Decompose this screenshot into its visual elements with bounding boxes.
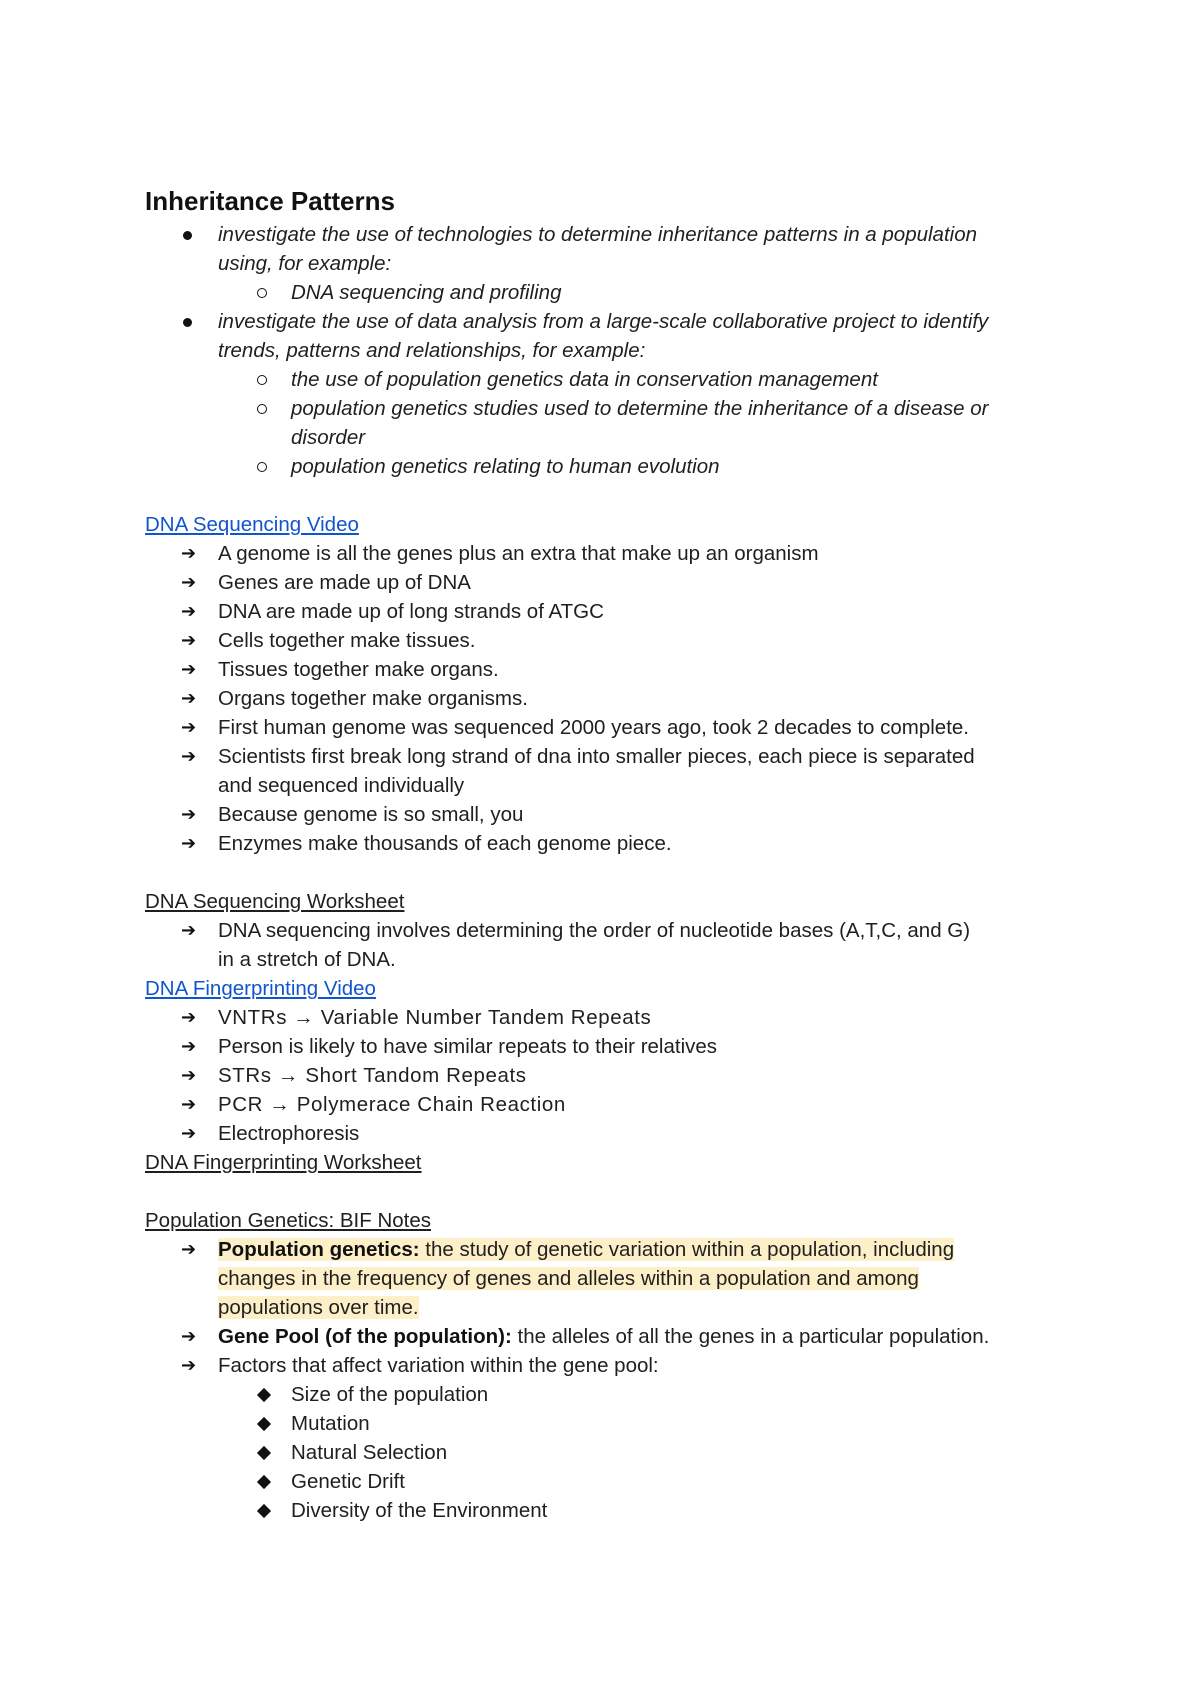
curriculum-point-text: investigate the use of technologies to determine inheritance patterns in a population [218,223,978,246]
list-item [145,713,1075,742]
arrow-bullet-icon: ➔ [181,1094,197,1114]
term-population-genetics: Population genetics: [218,1238,420,1261]
curriculum-subpoint-continuation [145,423,1075,452]
section-heading [145,887,1075,916]
list-item-continuation [145,1293,1075,1322]
list-item [145,1322,1075,1351]
list-item [145,655,1075,684]
factor-item [145,1409,1075,1438]
list-item-text: Factors that affect variation within the gene pool: [218,1354,659,1377]
definition-text: the study of genetic variation within a population, including [419,1238,955,1261]
page-title: Inheritance Patterns [145,186,395,216]
arrow-bullet-icon: ➔ [181,659,197,679]
list-item-text: Tissues together make organs. [218,658,499,681]
list-item [145,1351,1075,1380]
list-item-text: Genes are made up of DNA [218,571,471,594]
factor-text: Size of the population [291,1383,489,1406]
document-page [145,182,1075,1525]
arrow-bullet-icon: ➔ [181,746,197,766]
list-item-text: and sequenced individually [218,774,465,797]
term-gene-pool: Gene Pool (of the population): [218,1325,512,1348]
factor-item [145,1380,1075,1409]
list-item-text: Cells together make tissues. [218,629,476,652]
curriculum-point-text: investigate the use of data analysis from a large-scale collaborative project to identify [218,310,989,333]
arrow-bullet-icon: ➔ [181,1007,197,1027]
curriculum-point-continuation [145,249,1075,278]
arrow-bullet-icon: ➔ [181,717,197,737]
definition-text: populations over time. [218,1296,419,1319]
factor-item [145,1438,1075,1467]
arrow-bullet-icon: ➔ [181,572,197,592]
list-item-text: in a stretch of DNA. [218,948,396,971]
factor-text: Mutation [291,1412,370,1435]
diamond-bullet-icon [257,1475,271,1489]
list-item-text: STRs → Short Tandom Repeats [218,1064,527,1087]
factor-item [145,1467,1075,1496]
arrow-bullet-icon: ➔ [181,1326,197,1346]
curriculum-subpoint-text: disorder [291,426,366,449]
list-item-continuation [145,1264,1075,1293]
list-item-continuation [145,945,1075,974]
list-item-text: Scientists first break long strand of dna into smaller pieces, each piece is separated [218,745,975,768]
list-item-text: First human genome was sequenced 2000 years ago, took 2 decades to complete. [218,716,969,739]
section-heading [145,974,1075,1003]
factor-text: Diversity of the Environment [291,1499,548,1522]
list-item [145,1235,1075,1264]
diamond-bullet-icon [257,1417,271,1431]
population-genetics-notes-link[interactable]: Population Genetics: BIF Notes [145,1209,432,1232]
dna-fingerprinting-worksheet-link[interactable]: DNA Fingerprinting Worksheet [145,1151,422,1174]
list-item-text: Because genome is so small, you [218,803,524,826]
list-item [145,539,1075,568]
diamond-bullet-icon [257,1446,271,1460]
list-item-text: VNTRs → Variable Number Tandem Repeats [218,1006,652,1029]
list-item-text: DNA are made up of long strands of ATGC [218,600,604,623]
dna-fingerprinting-video-link[interactable]: DNA Fingerprinting Video [145,977,376,1000]
list-item-text: A genome is all the genes plus an extra that make up an organism [218,542,819,565]
factor-text: Genetic Drift [291,1470,405,1493]
factor-text: Natural Selection [291,1441,448,1464]
section-heading [145,1206,1075,1235]
list-item-text: PCR → Polymerace Chain Reaction [218,1093,566,1116]
arrow-bullet-icon: ➔ [181,1065,197,1085]
highlighted-definition [218,1238,954,1261]
hollow-circle-bullet-icon [257,375,267,385]
list-item [145,1090,1075,1119]
list-item-text: DNA sequencing involves determining the order of nucleotide bases (A,T,C, and G) [218,919,971,942]
list-item [145,916,1075,945]
list-item [145,800,1075,829]
curriculum-subpoint [145,394,1075,423]
dna-sequencing-video-link[interactable]: DNA Sequencing Video [145,513,359,536]
list-item [145,829,1075,858]
list-item [145,568,1075,597]
arrow-bullet-icon: ➔ [181,833,197,853]
curriculum-subpoint [145,452,1075,481]
definition-text: changes in the frequency of genes and alleles within a population and among [218,1267,919,1290]
curriculum-point-continuation [145,336,1075,365]
curriculum-point-text: using, for example: [218,252,392,275]
arrow-bullet-icon: ➔ [181,1036,197,1056]
curriculum-subpoint-text: population genetics relating to human evolution [291,455,720,478]
list-item [145,1061,1075,1090]
curriculum-point [145,220,1075,249]
arrow-bullet-icon: ➔ [181,630,197,650]
curriculum-point-text: trends, patterns and relationships, for example: [218,339,646,362]
arrow-bullet-icon: ➔ [181,1123,197,1143]
list-item [145,597,1075,626]
spacer [145,858,1075,887]
list-item-text: Enzymes make thousands of each genome piece. [218,832,672,855]
arrow-bullet-icon: ➔ [181,543,197,563]
list-item-text: Organs together make organisms. [218,687,528,710]
curriculum-subpoint-text: the use of population genetics data in conservation management [291,368,878,391]
list-item-continuation [145,771,1075,800]
list-item [145,1119,1075,1148]
list-item [145,684,1075,713]
curriculum-subpoint-text: DNA sequencing and profiling [291,281,562,304]
hollow-circle-bullet-icon [257,462,267,472]
arrow-bullet-icon: ➔ [181,601,197,621]
filled-circle-bullet-icon [183,318,192,327]
curriculum-subpoint [145,365,1075,394]
arrow-bullet-icon: ➔ [181,1239,197,1259]
arrow-bullet-icon: ➔ [181,804,197,824]
list-item [145,1003,1075,1032]
list-item [145,1032,1075,1061]
filled-circle-bullet-icon [183,231,192,240]
hollow-circle-bullet-icon [257,404,267,414]
arrow-bullet-icon: ➔ [181,1355,197,1375]
spacer [145,1177,1075,1206]
section-heading [145,510,1075,539]
diamond-bullet-icon [257,1388,271,1402]
hollow-circle-bullet-icon [257,288,267,298]
list-item [145,742,1075,771]
curriculum-subpoint [145,278,1075,307]
arrow-bullet-icon: ➔ [181,688,197,708]
definition-text: the alleles of all the genes in a particular population. [511,1325,990,1348]
spacer [145,481,1075,510]
list-item [145,626,1075,655]
list-item-text: Electrophoresis [218,1122,360,1145]
section-heading [145,1148,1075,1177]
diamond-bullet-icon [257,1504,271,1518]
list-item-text: Person is likely to have similar repeats to their relatives [218,1035,718,1058]
curriculum-subpoint-text: population genetics studies used to determine the inheritance of a disease or [291,397,989,420]
factor-item [145,1496,1075,1525]
dna-sequencing-worksheet-link[interactable]: DNA Sequencing Worksheet [145,890,405,913]
curriculum-point [145,307,1075,336]
arrow-bullet-icon: ➔ [181,920,197,940]
